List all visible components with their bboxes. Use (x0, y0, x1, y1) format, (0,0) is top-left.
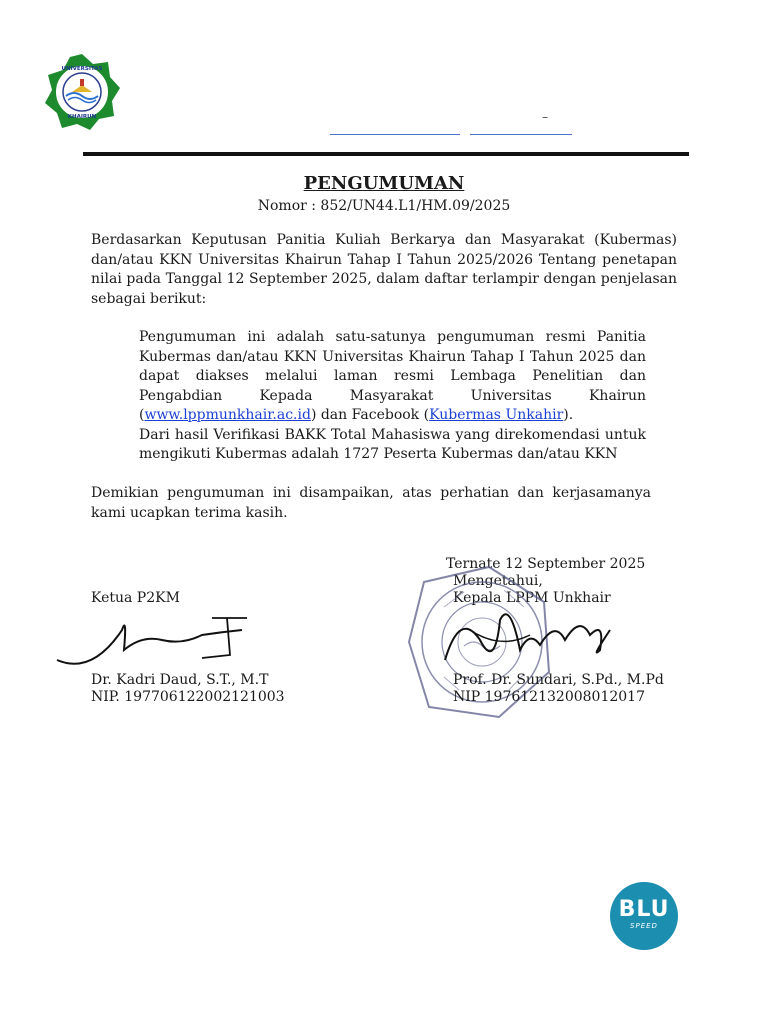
facebook-link[interactable]: Kubermas Unkahir (429, 407, 564, 423)
detail-block (139, 328, 646, 465)
verification-text: Dari hasil Verifikasi BAKK Total Mahasiswa yang direkomendasi untuk mengikuti Kubermas adalah 1727 Peserta Kubermas dan/atau KKN (139, 426, 646, 462)
logo-text-top: UNIVERSITAS (61, 66, 103, 72)
right-signer-name: Prof. Dr. Sundari, S.Pd., M.Pd (453, 672, 664, 688)
document-number: Nomor : 852/UN44.L1/HM.09/2025 (257, 198, 511, 214)
university-logo (42, 52, 122, 132)
header-rule (83, 152, 689, 156)
website-link[interactable]: www.lppmunkhair.ac.id (144, 407, 311, 423)
place-date: Ternate 12 September 2025 (446, 556, 646, 572)
header-dash: – (542, 110, 548, 124)
logo-text-bottom: KHAIRUN (67, 114, 97, 120)
left-signature (52, 610, 252, 680)
left-signer-nip: NIP. 197706122002121003 (91, 689, 285, 705)
right-signer-nip: NIP 197612132008012017 (453, 689, 645, 705)
left-signer-role: Ketua P2KM (91, 590, 180, 606)
blu-speed-logo (610, 882, 678, 950)
known-by: Mengetahui, (453, 573, 543, 589)
header-link-line-1 (330, 134, 460, 135)
detail-text-1: Pengumuman ini adalah satu-satunya pengumuman resmi Panitia Kubermas dan/atau KKN Universitas Khairun Tahap I Tahun 2025 dan dapat diakses melalui laman resmi Lembaga Penelitian dan Pengabdian Kepada Masyarakat Universitas Khairun ( (139, 329, 646, 423)
document-title (0, 173, 768, 194)
left-signer-name: Dr. Kadri Daud, S.T., M.T (91, 672, 269, 688)
blu-logo-subtext: SPEED (630, 922, 658, 930)
intro-paragraph: Berdasarkan Keputusan Panitia Kuliah Berkarya dan Masyarakat (Kubermas) dan/atau KKN Universitas Khairun Tahap I Tahun 2025/2026 Tentang penetapan nilai pada Tanggal 12 September 2025, dalam daftar terlampir dengan penjelasan sebagai berikut: (91, 232, 677, 307)
right-signer-role: Kepala LPPM Unkhair (453, 590, 611, 606)
detail-text-2: ) dan Facebook ( (310, 407, 430, 423)
header-address-lines (330, 110, 580, 140)
right-signature (440, 590, 615, 680)
detail-text-3: ). (563, 407, 574, 423)
blu-logo-text: BLU (618, 897, 670, 922)
title-text: PENGUMUMAN (303, 173, 465, 194)
header-link-line-2 (470, 134, 572, 135)
closing-paragraph: Demikian pengumuman ini disampaikan, atas perhatian dan kerjasamanya kami ucapkan terima kasih. (91, 485, 651, 521)
